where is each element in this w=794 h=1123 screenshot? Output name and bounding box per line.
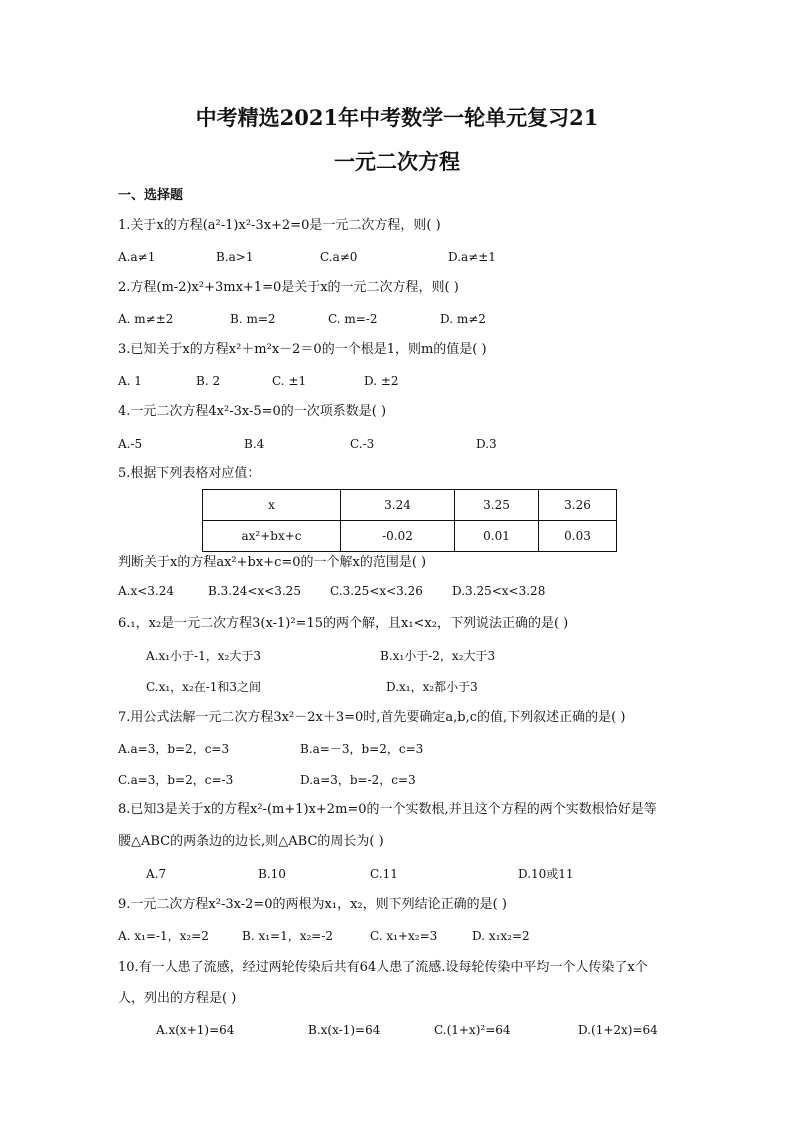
table-row	[203, 521, 617, 552]
option-a: A. x₁=-1，x₂=2	[118, 929, 209, 943]
option-c: C. ±1	[272, 374, 307, 388]
question-10-cont: 人，列出的方程是( )	[118, 991, 237, 1006]
option-d: D.3	[476, 437, 497, 451]
option-c: C.x₁，x₂在-1和3之间	[146, 680, 262, 694]
document-title: 中考精选2021年中考数学一轮单元复习21	[195, 105, 599, 130]
table-cell: 3.25	[455, 490, 539, 521]
option-d: D. ±2	[364, 374, 399, 388]
option-b: B. m=2	[230, 312, 276, 326]
option-a: A.x₁小于-1，x₂大于3	[146, 649, 261, 663]
option-c: C.3.25<x<3.26	[330, 584, 423, 598]
question-5: 5.根据下列表格对应值：	[118, 466, 261, 481]
question-7: 7.用公式法解一元二次方程3x²－2x＋3=0时,首先要确定a,b,c的值,下列叙述正确的是( )	[118, 710, 626, 725]
option-b: B.3.24<x<3.25	[208, 584, 301, 598]
option-c: C.11	[370, 867, 398, 881]
option-d: D.10或11	[518, 867, 574, 881]
question-9: 9.一元二次方程x²-3x-2=0的两根为x₁，x₂，则下列结论正确的是( )	[118, 897, 507, 912]
option-a: A.a≠1	[118, 250, 156, 264]
option-a: A.x<3.24	[118, 584, 175, 598]
value-table	[202, 489, 617, 552]
question-4: 4.一元二次方程4x²-3x-5=0的一次项系数是( )	[118, 404, 387, 419]
question-10: 10.有一人患了流感，经过两轮传染后共有64人患了流感.设每轮传染中平均一个人传染了x个	[118, 960, 648, 975]
option-c: C.-3	[350, 437, 375, 451]
option-b: B.x(x-1)=64	[308, 1023, 381, 1037]
question-5-prompt: 判断关于x的方程ax²+bx+c=0的一个解x的范围是( )	[118, 555, 427, 570]
option-b: B. x₁=1，x₂=-2	[242, 929, 334, 943]
option-d: D.a=3，b=-2，c=3	[300, 773, 416, 787]
option-b: B.a>1	[216, 250, 254, 264]
question-3: 3.已知关于x的方程x²＋m²x－2＝0的一个根是1，则m的值是( )	[118, 342, 487, 357]
question-8: 8.已知3是关于x的方程x²-(m+1)x+2m=0的一个实数根,并且这个方程的两个实数根恰好是等	[118, 802, 657, 817]
document-subtitle: 一元二次方程	[334, 149, 460, 174]
option-d: D.3.25<x<3.28	[452, 584, 546, 598]
option-b: B.x₁小于-2，x₂大于3	[380, 649, 496, 663]
question-1: 1.关于x的方程(a²-1)x²-3x+2=0是一元二次方程，则( )	[118, 218, 441, 233]
table-cell: 0.01	[455, 521, 539, 552]
option-c: C.a=3，b=2，c=-3	[118, 773, 234, 787]
question-2: 2.方程(m-2)x²+3mx+1=0是关于x的一元二次方程，则( )	[118, 280, 459, 295]
option-a: A.7	[146, 867, 167, 881]
question-6: 6.₁，x₂是一元二次方程3(x-1)²=15的两个解，且x₁<x₂，下列说法正确的是( )	[118, 616, 569, 631]
option-b: B.a=－3，b=2，c=3	[300, 742, 424, 756]
question-8-cont: 腰△ABC的两条边的边长,则△ABC的周长为( )	[118, 834, 384, 849]
option-d: D. m≠2	[440, 312, 486, 326]
table-cell: 0.03	[539, 521, 617, 552]
option-b: B.10	[258, 867, 286, 881]
option-c: C.a≠0	[320, 250, 358, 264]
option-b: B.4	[244, 437, 265, 451]
option-a: A.-5	[118, 437, 143, 451]
table-cell: ax²+bx+c	[203, 521, 341, 552]
option-d: D. x₁x₂=2	[472, 929, 530, 943]
option-c: C. m=-2	[328, 312, 378, 326]
option-c: C. x₁+x₂=3	[370, 929, 438, 943]
option-c: C.(1+x)²=64	[434, 1023, 511, 1037]
section-heading: 一、选择题	[118, 188, 184, 203]
table-cell: x	[203, 490, 341, 521]
option-d: D.x₁，x₂都小于3	[386, 680, 478, 694]
option-a: A.a=3，b=2，c=3	[118, 742, 230, 756]
table-cell: -0.02	[341, 521, 455, 552]
table-row	[203, 490, 617, 521]
option-d: D.(1+2x)=64	[578, 1023, 658, 1037]
option-a: A. m≠±2	[118, 312, 174, 326]
option-a: A. 1	[118, 374, 142, 388]
option-a: A.x(x+1)=64	[156, 1023, 235, 1037]
option-d: D.a≠±1	[448, 250, 496, 264]
table-cell: 3.26	[539, 490, 617, 521]
option-b: B. 2	[196, 374, 221, 388]
table-cell: 3.24	[341, 490, 455, 521]
